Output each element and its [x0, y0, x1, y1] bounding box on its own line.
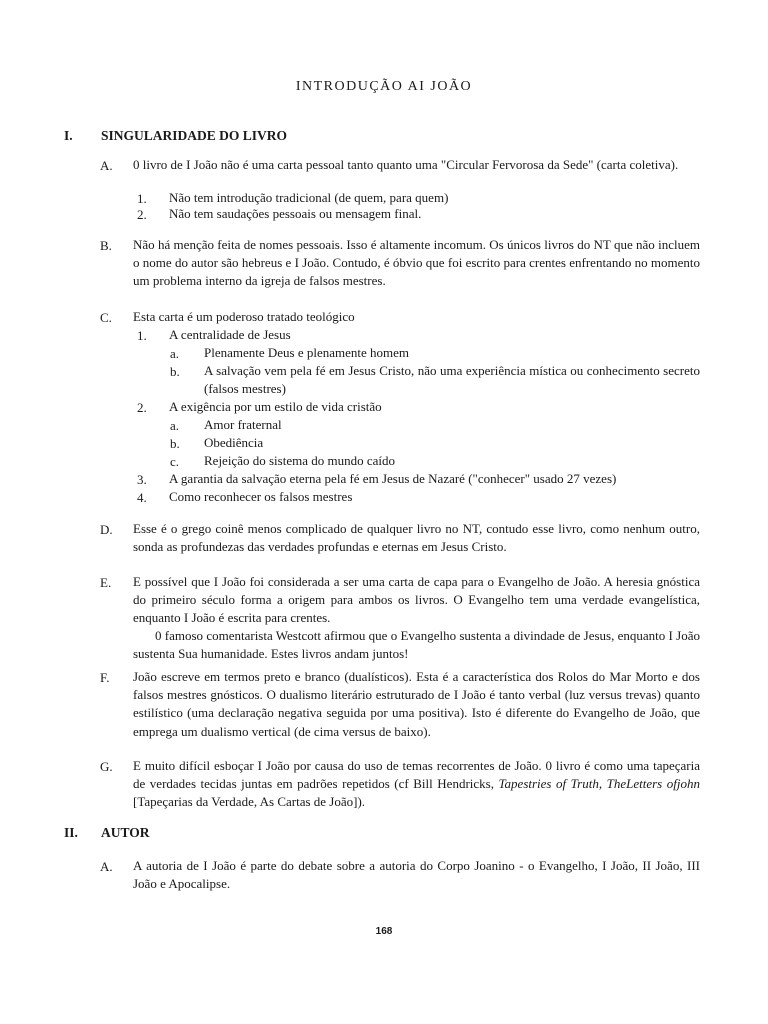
item-text: João escreve em termos preto e branco (dualísticos). Esta é a característica dos Rolos do Mar Morto e dos falsos mestres gnósticos. O dualismo literário estruturado de I João é tanto verbal (luz versus trevas) quanto estilístico (uma declaração negativa seguida por uma positiva). Isto é diferente do Evangelho de João, que emprega um dualismo vertical (de cima versus de baixo). [133, 669, 700, 739]
page-title: INTRODUÇÃO AI JOÃO [295, 79, 473, 94]
sub-number: 1. [137, 191, 147, 206]
item-text [133, 757, 700, 812]
item-label: D. [100, 522, 113, 537]
sub-number: 2. [137, 400, 147, 415]
sub-number: 4. [137, 490, 147, 505]
item-label: G. [100, 759, 113, 774]
sub-letter-text: Amor fraternal [204, 417, 282, 432]
item-label: A. [100, 859, 113, 874]
item-label: A. [100, 158, 113, 173]
page-number: 168 [375, 926, 393, 937]
item-label: C. [100, 310, 112, 325]
sub-number: 1. [137, 328, 147, 343]
sub-text: A garantia da salvação eterna pela fé em Jesus de Nazaré ("conhecer" usado 27 vezes) [169, 471, 617, 486]
item-text-part: E muito difícil esboçar I João por causa do uso de temas recorrentes de João. 0 livro é como uma tapeçaria de verdades tecidas juntas em padrões repetidos (cf Bill Hendricks, [133, 758, 700, 792]
item-text: Não há menção feita de nomes pessoais. Isso é altamente incomum. Os únicos livros do NT que não incluem o nome do autor são hebreus e I João. Contudo, é óbvio que foi escrito para crentes enfrentando no momento um problema interno da igreja de falsos mestres. [133, 237, 700, 289]
item-text: Esse é o grego coinê menos complicado de qualquer livro no NT, contudo esse livro, como nenhum outro, sonda as profundezas das verdades profundas e eternas em Jesus Cristo. [133, 521, 700, 555]
sub-text: Como reconhecer os falsos mestres [169, 489, 353, 504]
sub-letter-text: Obediência [204, 435, 264, 450]
sub-letter-text: Plenamente Deus e plenamente homem [204, 345, 410, 360]
item-text: Esta carta é um poderoso tratado teológico [133, 309, 355, 324]
sub-letter-text: Rejeição do sistema do mundo caído [204, 453, 395, 468]
item-label: E. [100, 575, 112, 590]
item-label: F. [100, 670, 110, 685]
sub-letter: c. [170, 454, 180, 469]
sub-letter: b. [170, 364, 180, 379]
sub-number: 2. [137, 207, 147, 222]
sub-letter-text: A salvação vem pela fé em Jesus Cristo, não uma experiência mística ou conhecimento secreto (falsos mestres) [204, 363, 700, 397]
sub-text: A exigência por um estilo de vida cristão [169, 399, 382, 414]
sub-letter: a. [170, 418, 180, 433]
sub-text: Não tem introdução tradicional (de quem, para quem) [169, 190, 449, 205]
section-title: AUTOR [101, 825, 150, 840]
section-number: II. [64, 825, 78, 840]
item-text-continued: 0 famoso comentarista Westcott afirmou que o Evangelho sustenta a divindade de Jesus, enquanto I João sustenta Sua humanidade. Estes livros andam juntos! [133, 628, 700, 662]
item-text: E possível que I João foi considerada a ser uma carta de capa para o Evangelho de João. A heresia gnóstica do primeiro século forma a origem para ambos os livros. O Evangelho tem uma verdade evangelística, enquanto I João é escrita para crentes. [133, 574, 700, 626]
sub-number: 3. [137, 472, 147, 487]
sub-letter: b. [170, 436, 180, 451]
sub-text: A centralidade de Jesus [169, 327, 291, 342]
section-number: I. [64, 128, 73, 143]
item-label: B. [100, 238, 112, 253]
book-title-italic: Tapestries of Truth, TheLetters ofjohn [498, 776, 700, 792]
sub-letter: a. [170, 346, 180, 361]
section-title: SINGULARIDADE DO LIVRO [101, 128, 288, 143]
item-text: 0 livro de I João não é uma carta pessoal tanto quanto uma "Circular Fervorosa da Sede" (carta coletiva). [133, 157, 679, 172]
sub-text: Não tem saudações pessoais ou mensagem final. [169, 206, 422, 221]
item-text: A autoria de I João é parte do debate sobre a autoria do Corpo Joanino - o Evangelho, I João, II João, III João e Apocalipse. [133, 858, 700, 892]
item-text-part: [Tapeçarias da Verdade, As Cartas de João]). [133, 794, 366, 810]
